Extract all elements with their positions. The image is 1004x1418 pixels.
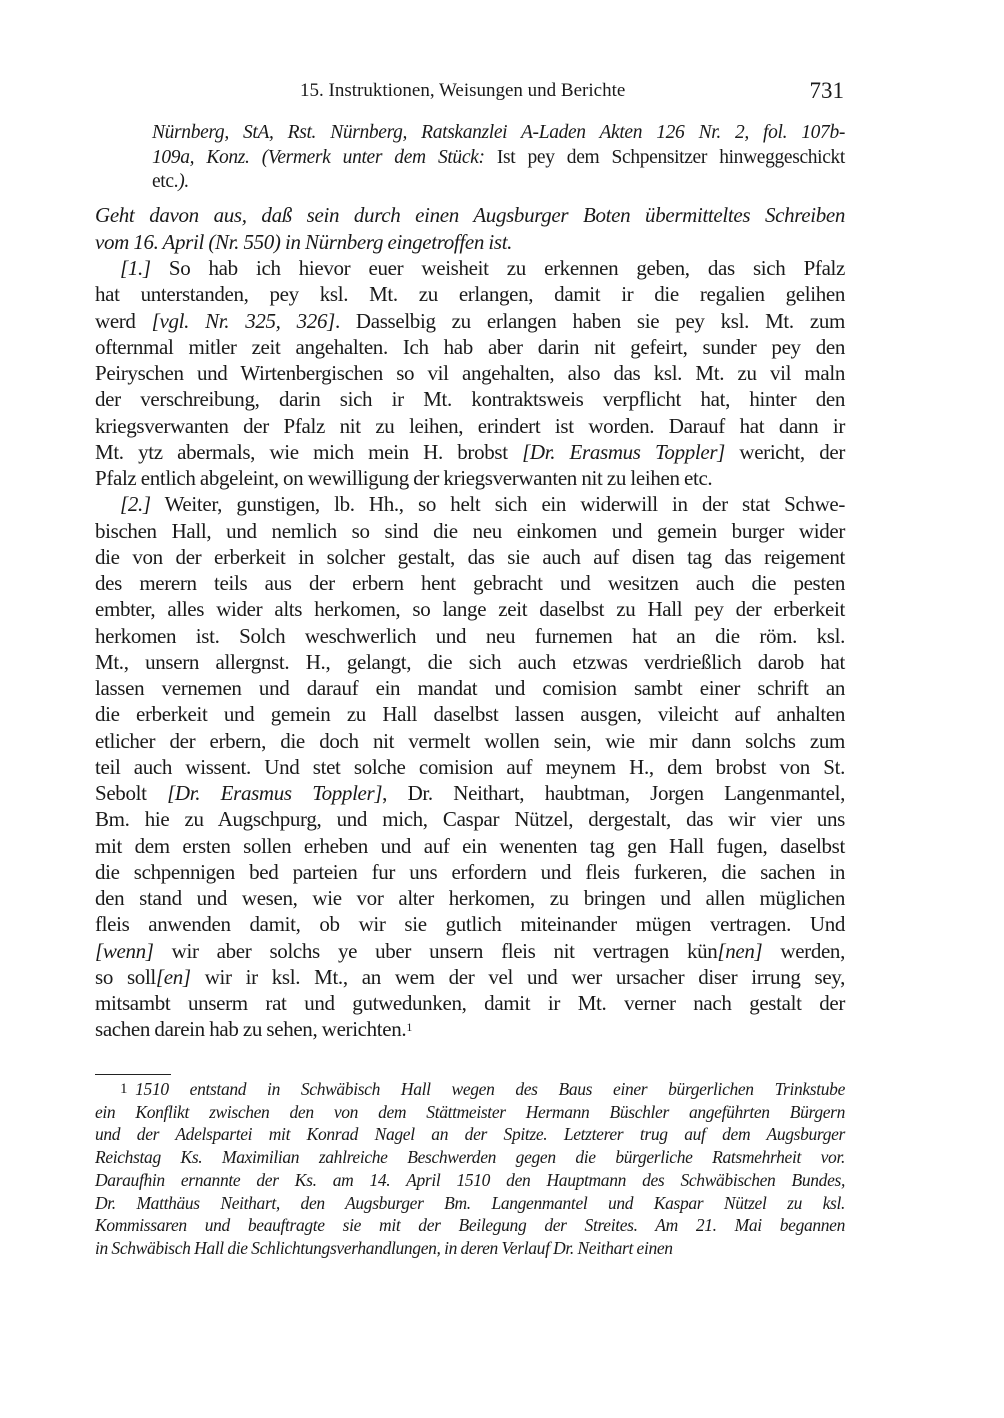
text-line <box>95 255 845 281</box>
footnote-line <box>95 1101 845 1124</box>
text-segment: so soll <box>95 964 156 989</box>
text-line <box>95 780 845 806</box>
text-segment: der verschreibung, darin sich ir Mt. kontraktsweis verpflicht hat, hinter den <box>95 387 845 412</box>
text-line <box>95 544 845 570</box>
text-line <box>95 465 845 491</box>
text-segment: kriegsverwanten der Pfalz nit zu leihen, erindert ist worden. Darauf hat dann ir <box>95 413 845 438</box>
editorial-text: [1.] <box>120 256 151 280</box>
document-body <box>95 255 845 1043</box>
text-segment: die von der erberkeit in solcher gestalt, das sie auch auf disen tag das reigement <box>95 544 845 569</box>
text-line <box>95 623 845 649</box>
footnote-line <box>95 1169 845 1192</box>
running-title: 15. Instruktionen, Weisungen und Berichte <box>300 80 626 101</box>
text-line <box>95 281 845 307</box>
editorial-text: [Dr. Erasmus Toppler] <box>522 439 725 464</box>
text-segment: Weiter, gunstigen, lb. Hh., so helt sich ein widerwill in der stat Schwe- <box>150 492 845 517</box>
text-line <box>95 308 845 334</box>
text-segment: Mt., unsern allergnst. H., gelangt, die sich auch etzwas verdrießlich darob hat <box>95 649 845 674</box>
text-line <box>95 754 845 780</box>
footnote-mark: 1 <box>120 1081 128 1097</box>
footnote-line <box>95 1214 845 1237</box>
footnote-text: Daraufhin ernannte der Ks. am 14. April 1510 den Hauptmann des Schwäbischen Bundes, <box>95 1169 845 1190</box>
text-line <box>95 596 845 622</box>
text-segment: bischen Hall, und nemlich so sind die neu einkomen und gemein burger wider <box>95 518 845 543</box>
text-segment: So hab ich hievor euer weisheit zu erkennen geben, das sich Pfalz <box>150 256 845 280</box>
text-segment: Peiryschen und Wirtenbergischen so vil angehalten, also das ksl. Mt. zu vil maln <box>95 361 845 385</box>
text-segment: sachen darein hab zu sehen, werichten. <box>95 1017 407 1042</box>
text-segment: . Dasselbig zu erlangen haben sie pey ksl. Mt. zum <box>334 308 845 333</box>
text-line <box>95 491 845 517</box>
text-segment: wir ir ksl. Mt., an wem der vel und wer ursacher diser irrung sey, <box>190 964 845 989</box>
editorial-text: ). <box>178 171 189 192</box>
editorial-text: [2.] <box>120 492 151 517</box>
editorial-text: vom 16. April (Nr. 550) in Nürnberg eingetroffen ist. <box>95 230 513 254</box>
footnote-line <box>95 1078 845 1101</box>
text-line <box>95 334 845 360</box>
editorial-text: [vgl. Nr. 325, 326] <box>151 308 335 333</box>
text-line <box>95 885 845 911</box>
footnote-text: Kommissaren und beauftragte sie mit der Beilegung der Streites. Am 21. Mai begannen <box>95 1215 845 1236</box>
text-segment: , Dr. Neithart, haubtman, Jorgen Langenmantel, <box>382 781 845 805</box>
text-line <box>95 202 845 229</box>
text-segment: den stand und wesen, wie vor alter herkomen, zu bringen und allen müglichen <box>95 886 845 910</box>
document-summary <box>95 202 845 256</box>
text-line <box>95 649 845 675</box>
text-segment: Bm. hie zu Augschpurg, und mich, Caspar Nützel, dergestalt, das wir vier uns <box>95 807 845 832</box>
editorial-text: 109a, Konz. (Vermerk unter dem Stück: <box>152 146 485 168</box>
text-segment: mitsambt unserm rat und gutwedunken, damit ir Mt. verner nach gestalt der <box>95 991 845 1015</box>
text-line <box>95 413 845 439</box>
footnote <box>95 1078 845 1260</box>
text-segment: herkomen ist. Solch weschwerlich und neu furnemen hat an die röm. ksl. <box>95 623 845 648</box>
text-segment: fleis anwenden damit, ob wir sie gutlich miteinander mügen vertragen. Und <box>95 912 845 937</box>
editorial-text: [wenn] <box>95 938 154 963</box>
source-note <box>152 121 845 195</box>
text-line <box>95 859 845 885</box>
editorial-text: [en] <box>155 964 191 989</box>
text-line <box>95 1016 845 1042</box>
footnote-line <box>95 1123 845 1146</box>
text-segment: mit dem ersten sollen erheben und auf ein wenenten tag gen Hall fugen, daselbst <box>95 833 845 858</box>
text-segment: wir aber solchs ye uber unsern fleis nit vertragen kün <box>153 938 718 963</box>
text-line <box>95 938 845 964</box>
footnote-line <box>95 1237 845 1260</box>
text-segment: wericht, der <box>724 439 845 464</box>
text-segment: Sebolt <box>95 781 168 805</box>
text-segment: embter, alles wider alts herkomen, so lange zeit daselbst zu Hall pey der erberkeit <box>95 597 845 622</box>
editorial-text: [Dr. Erasmus Toppler] <box>167 781 383 805</box>
text-segment: Pfalz entlich abgeleint, on wewilligung der kriegsverwanten nit zu leihen etc. <box>95 466 713 490</box>
text-segment: werd <box>95 308 152 333</box>
text-line <box>95 229 845 256</box>
text-line <box>95 990 845 1016</box>
text-segment: hat unterstanden, pey ksl. Mt. zu erlangen, damit ir die regalien gelihen <box>95 282 845 307</box>
text-segment: Ist pey dem Schpensitzer hinweggeschickt <box>484 146 846 168</box>
text-segment: etc. <box>152 171 179 192</box>
text-line <box>95 675 845 701</box>
footnote-line <box>95 1146 845 1169</box>
editorial-text: Geht davon aus, daß sein durch einen Augsburger Boten übermitteltes Schreiben <box>95 203 845 227</box>
text-segment: teil auch wissent. Und stet solche comision auf meynem H., dem brobst von St. <box>95 754 845 779</box>
text-line <box>95 360 845 386</box>
text-line <box>152 170 845 195</box>
footnote-text: Dr. Matthäus Neithart, den Augsburger Bm. Langenmantel und Kaspar Nützel zu ksl. <box>95 1192 845 1213</box>
footnotes <box>95 1078 845 1260</box>
footnote-text: und der Adelspartei mit Konrad Nagel an der Spitze. Letzterer trug auf dem Augsburger <box>95 1124 845 1145</box>
footnote-text: Reichstag Ks. Maximilian zahlreiche Beschwerden gegen die bürgerliche Ratsmehrheit vor. <box>95 1147 845 1168</box>
text-segment: die erberkeit und gemein zu Hall daselbst lassen ausgen, vileicht auf anhalten <box>95 702 845 727</box>
footnote-line <box>95 1192 845 1215</box>
editorial-text: [nen] <box>717 938 763 963</box>
paragraph <box>95 491 845 1042</box>
text-segment: werden, <box>762 938 845 963</box>
footnote-text: ein Konflikt zwischen den von dem Stättmeister Hermann Büschler angeführten Bürgern <box>95 1101 845 1122</box>
page-number: 731 <box>809 78 844 103</box>
footnote-divider <box>95 1074 171 1075</box>
text-line <box>95 518 845 544</box>
text-line <box>95 728 845 754</box>
text-segment: die schpennigen bed parteien fur uns erfordern und fleis furkeren, die sachen in <box>95 859 845 884</box>
text-segment: ofternmal mitler zeit angehalten. Ich hab aber darin nit gefeirt, sunder pey den <box>95 334 845 359</box>
editorial-text: Nürnberg, StA, Rst. Nürnberg, Ratskanzlei A-Laden Akten 126 Nr. 2, fol. 107b- <box>152 122 845 143</box>
footnote-reference[interactable]: 1 <box>406 1020 412 1035</box>
text-line <box>95 806 845 832</box>
paragraph <box>95 255 845 491</box>
text-line <box>152 146 845 171</box>
text-line <box>95 386 845 412</box>
text-line <box>95 570 845 596</box>
text-segment: lassen vernemen und darauf ein mandat und comision sambt einer schrift an <box>95 676 845 700</box>
text-line <box>95 911 845 937</box>
text-line <box>152 121 845 146</box>
text-line <box>95 701 845 727</box>
text-segment: des merern teils aus der erbern hent gebracht und wesitzen auch die pesten <box>95 571 845 595</box>
text-segment: Mt. ytz abermals, wie mich mein H. brobst <box>95 439 523 464</box>
footnote-text: in Schwäbisch Hall die Schlichtungsverhandlungen, in deren Verlauf Dr. Neithart einen <box>95 1237 673 1258</box>
text-line <box>95 439 845 465</box>
footnote-text: 1510 entstand in Schwäbisch Hall wegen des Baus einer bürgerlichen Trinkstube <box>135 1079 845 1099</box>
text-line <box>95 833 845 859</box>
text-segment: etlicher der erbern, die doch nit vermelt wollen sein, wie mir dann solchs zum <box>95 728 845 753</box>
text-line <box>95 964 845 990</box>
